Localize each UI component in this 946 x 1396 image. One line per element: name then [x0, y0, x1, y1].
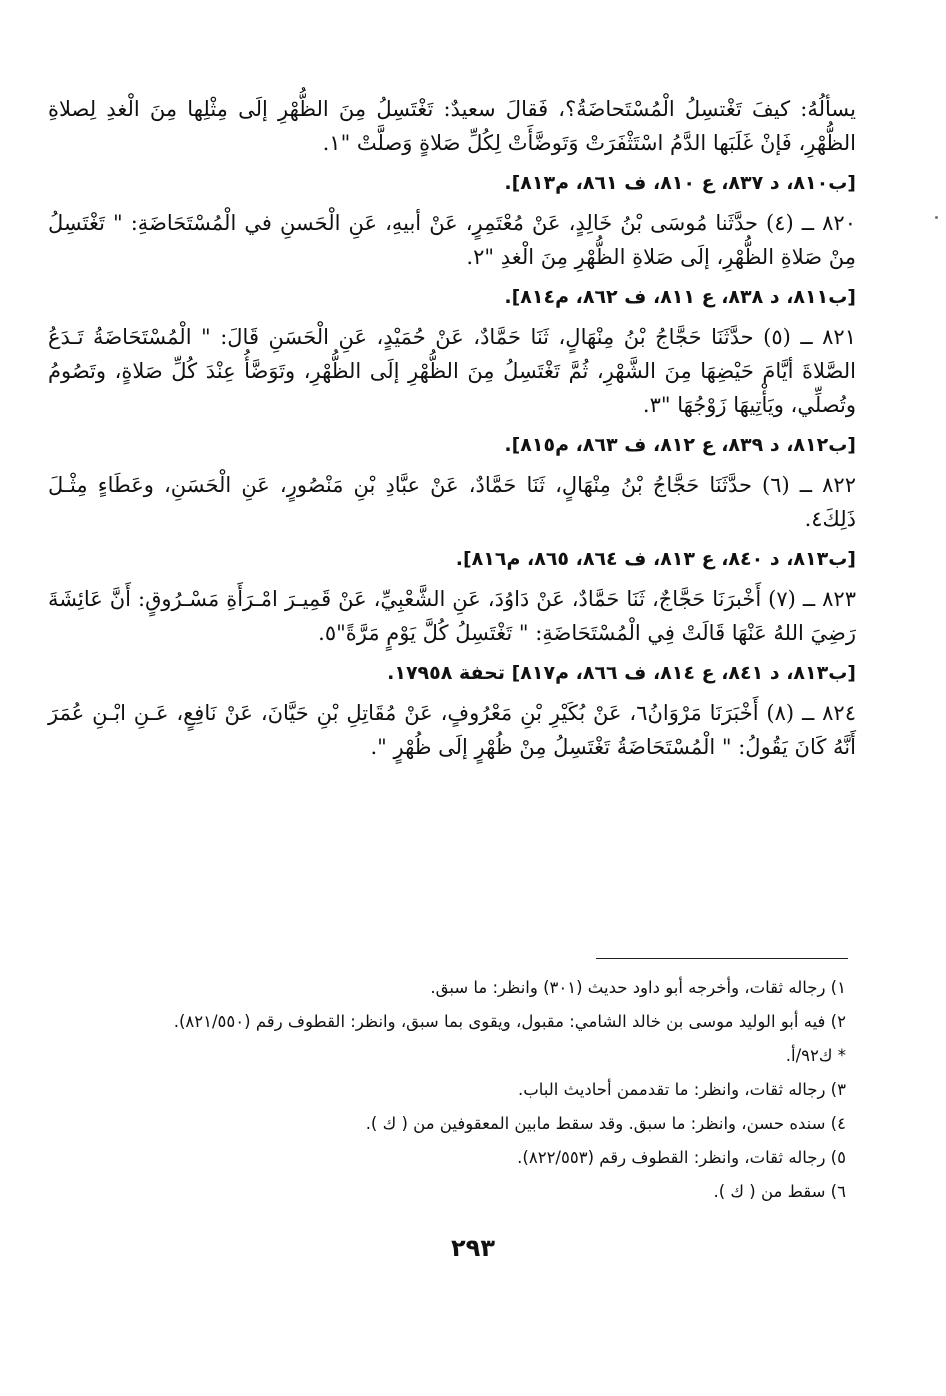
hadith-824: ٨٢٤ ــ (٨) أَخْبَرَنَا مَرْوَانُ٦، عَنْ بُكَيْرِ بْنِ مَعْرُوفٍ، عَنْ مُقَاتِلِ بْنِ حَيَّانَ، عَنْ نَافِعٍ، عَـنِ ابْـنِ عُمَرَ أَنَّهُ كَانَ يَقُولُ: " الْمُسْتَحَاضَةُ تَغْتَسِلُ مِنْ ظُهْرٍ إلَى ظُهْرٍ ". — [48, 701, 856, 759]
hadith-reference: [ب٨١٣، د ٨٤٠، ع ٨١٣، ف ٨٦٤، ٨٦٥، م٨١٦]. — [455, 548, 856, 570]
hadith-821: ٨٢١ ــ (٥) حدَّثَنَا حَجَّاجُ بْنُ مِنْهَالٍ، ثَنَا حَمَّادٌ، عَنْ حُمَيْدٍ، عَنِ الْحَسَنِ قَالَ: " الْمُسْتَحَاضَةُ تَـدَعُ الصَّلاةَ أيَّامَ حَيْضِهَا مِنَ الشَّهْرِ، ثُمَّ تَغْتَسِلُ مِنَ الظُّهْرِ إلَى الظُّهْرِ، وتَوَضَّأُ عِنْدَ كُلِّ صَلاةٍ، وتَصُومُ وتُصلِّي، ويَأْتِيهَا زَوْجُهَا "٣. — [48, 325, 856, 417]
footnote: ٦) سقط من ( ك ). — [713, 1182, 846, 1201]
paragraph-continuation: يسألُهُ: كيفَ تَغْتسِلُ الْمُسْتَحاضَةُ؟، فَقالَ سعيدٌ: تَغْتَسِلُ مِنَ الظُّهْرِ إلَى مِثْلِها مِنَ الْغدِ لِصلاةِ الظُّهْرِ، فَإنْ غَلَبَها الدَّمُ اسْتَثْفَرَتْ وَتَوضَّأَتْ لِكُلِّ صَلاةٍ وَصلَّتْ "١. — [48, 97, 856, 155]
footnotes — [60, 972, 846, 1210]
footnote: * ك٩٢/أ. — [785, 1046, 846, 1065]
hadith-823: ٨٢٣ ــ (٧) أَخْبرَنَا حَجَّاجٌ، ثَنَا حَمَّادٌ، عَنْ دَاوُدَ، عَنِ الشَّعْبِيِّ، عَنْ قَمِيـرَ امْـرَأَةِ مَسْـرُوقٍ: أَنَّ عَائِشَةَ رَضِيَ اللهُ عَنْهَا قَالَتْ فِي الْمُسْتَحَاضَةِ: " تَغْتَسِلُ كُلَّ يَوْمٍ مَرَّةً"٥. — [48, 587, 856, 645]
hadith-820: ٨٢٠ ــ (٤) حدَّثَنا مُوسَى بْنُ خَالِدٍ، عَنْ مُعْتَمِرٍ، عَنْ أبيهِ، عَنِ الْحَسنِ في الْمُسْتَحَاضَةِ: " تَغْتَسِلُ مِنْ صَلاةِ الظُّهْرِ، إلَى صَلاةِ الظُّهْرِ مِنَ الْغدِ "٢. — [48, 211, 856, 269]
hadith-reference: [ب٨١٢، د ٨٣٩، ع ٨١٢، ف ٨٦٣، م٨١٥]. — [504, 434, 856, 456]
hadith-reference: [ب٨١٠، د ٨٣٧، ع ٨١٠، ف ٨٦١، م٨١٣]. — [504, 172, 856, 194]
footnote: ٢) فيه أبو الوليد موسى بن خالد الشامي: مقبول، ويقوى بما سبق، وانظر: القطوف رقم (٨٢١/٥٥٠). — [173, 1012, 846, 1031]
hadith-reference: [ب٨١٣، د ٨٤١، ع ٨١٤، ف ٨٦٦، م٨١٧] تحفة ١٧٩٥٨. — [387, 662, 856, 684]
footnote: ١) رجاله ثقات، وأخرجه أبو داود حديث (٣٠١) وانظر: ما سبق. — [430, 978, 846, 997]
footnote: ٤) سنده حسن، وانظر: ما سبق. وقد سقط مابين المعقوفين من ( ك ). — [365, 1114, 846, 1133]
page-number: ٢٩٣ — [451, 1234, 495, 1262]
footnote-separator — [596, 958, 848, 959]
main-text — [48, 92, 856, 772]
hadith-reference: [ب٨١١، د ٨٣٨، ع ٨١١، ف ٨٦٢، م٨١٤]. — [504, 286, 856, 308]
margin-speck — [935, 216, 938, 219]
footnote: ٣) رجاله ثقات، وانظر: ما تقدممن أحاديث الباب. — [517, 1080, 846, 1099]
footnote: ٥) رجاله ثقات، وانظر: القطوف رقم (٨٢٢/٥٥٣). — [517, 1148, 846, 1167]
hadith-822: ٨٢٢ ــ (٦) حدَّثَنَا حَجَّاجُ بْنُ مِنْهَالٍ، ثَنَا حَمَّادٌ، عَنْ عبَّادِ بْنِ مَنْصُورٍ، عَنِ الْحَسَنِ، وعَطَاءٍ مِثْـلَ ذَلِكَ٤. — [48, 473, 856, 531]
